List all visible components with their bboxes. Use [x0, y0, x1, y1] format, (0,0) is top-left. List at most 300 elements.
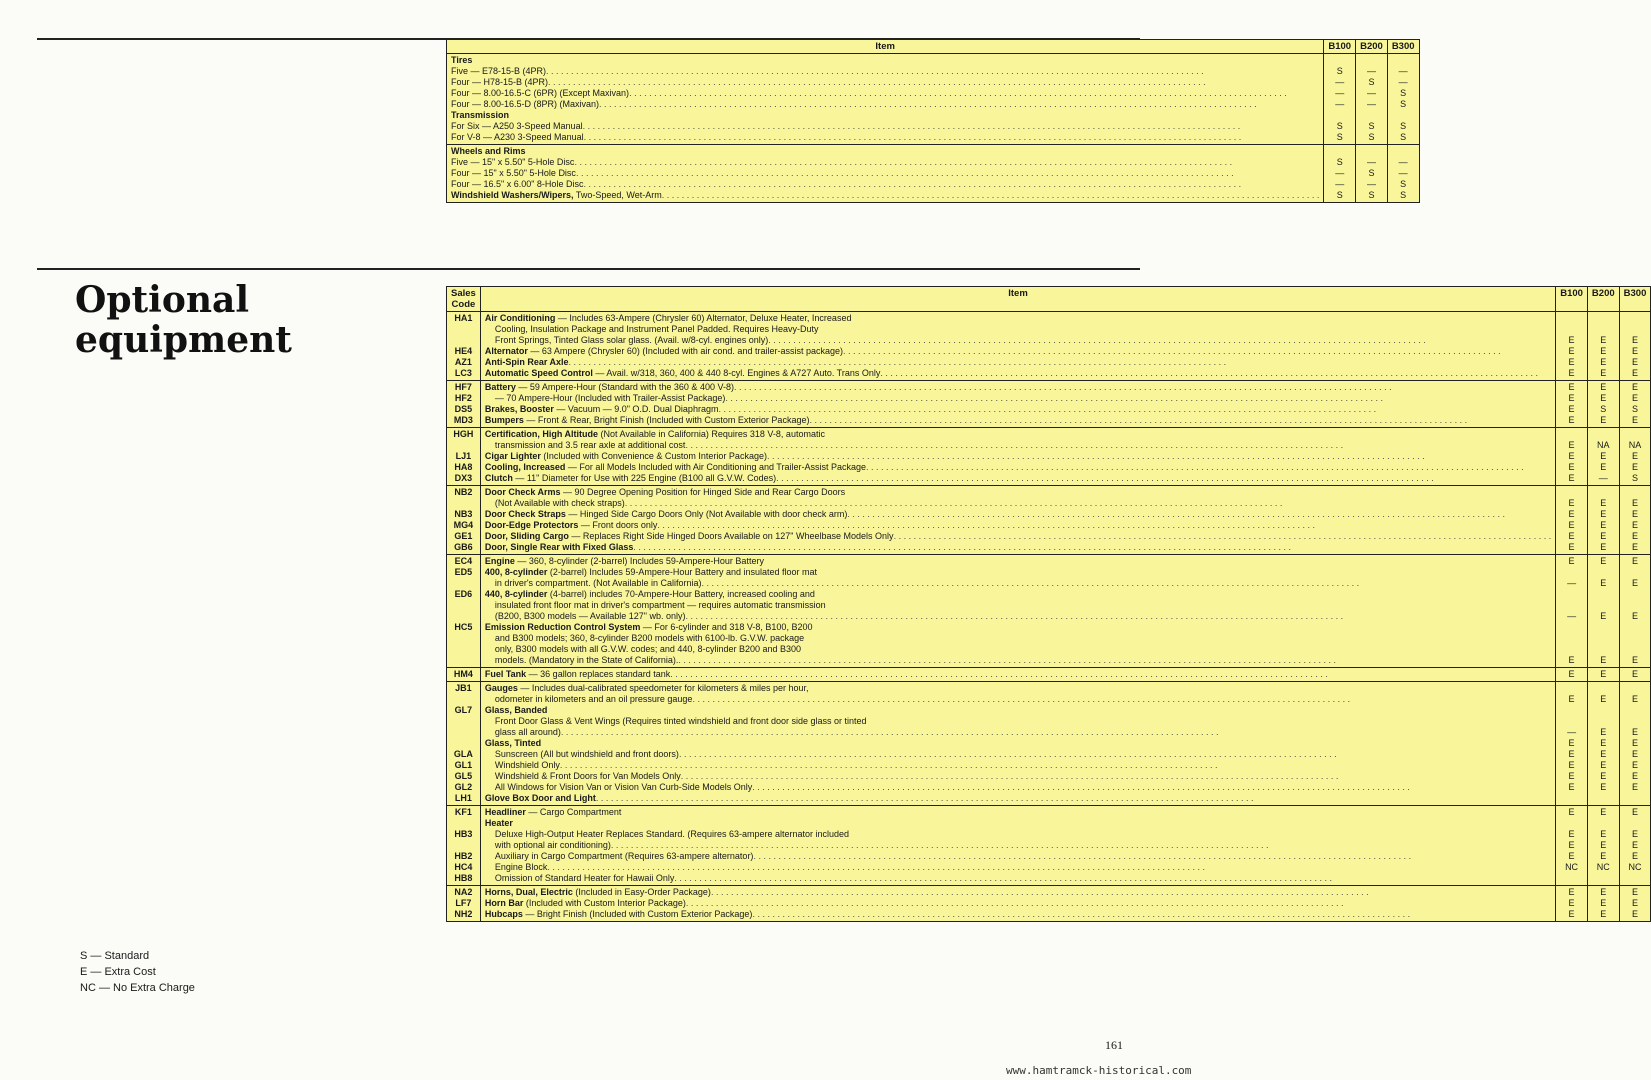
item-text [485, 542, 634, 553]
value: E [1600, 556, 1607, 566]
item-text [485, 862, 548, 873]
item-line [485, 862, 1551, 873]
item-desc: For V-8 — A230 3-Speed Manual [451, 132, 584, 142]
item-text [485, 429, 825, 440]
value: E [1600, 771, 1607, 781]
value: — [1366, 66, 1376, 76]
sales-code [451, 818, 476, 829]
b200-cell [1587, 682, 1619, 806]
item-desc: insulated front floor mat in driver's compartment — requires automatic transmission [494, 600, 826, 610]
item-text [451, 179, 583, 190]
item-desc: — Front doors only [578, 520, 658, 530]
value [1624, 324, 1647, 335]
leader-dots [767, 451, 1551, 462]
sales-code: GL7 [454, 705, 473, 715]
value: E [1568, 655, 1575, 665]
leader-dots [611, 840, 1551, 851]
item-desc: Four — 15" x 5.50" 5-Hole Disc [451, 168, 576, 178]
sales-code: HF7 [454, 382, 472, 392]
value: E [1631, 509, 1638, 519]
value: E [1631, 669, 1638, 679]
value: E [1631, 368, 1638, 378]
item-desc: Four — 8.00-16.5-C (6PR) (Except Maxivan) [451, 88, 630, 98]
value: E [1600, 655, 1607, 665]
sales-code [451, 644, 476, 655]
value [1592, 644, 1615, 655]
b300-header: B300 [1619, 287, 1651, 312]
item-text [485, 313, 852, 324]
b100-cell [1556, 381, 1588, 428]
value: E [1631, 749, 1638, 759]
value [1624, 705, 1647, 716]
item-name: Cigar Lighter [484, 451, 541, 461]
item-line [485, 578, 1551, 589]
item-line [485, 498, 1551, 509]
b100-cell [1556, 428, 1588, 486]
value: E [1600, 694, 1607, 704]
page-number: 161 [1105, 1038, 1123, 1052]
b100-cell [1324, 54, 1356, 145]
sales-code-header: Sales Code [447, 287, 481, 312]
table-row [447, 486, 1651, 555]
value: E [1600, 531, 1607, 541]
sales-code [451, 578, 476, 589]
value [1560, 567, 1583, 578]
value: E [1568, 851, 1575, 861]
item-name: Glass, Banded [484, 705, 548, 715]
item-line [485, 909, 1551, 920]
value: NC [1628, 862, 1642, 872]
value: E [1600, 393, 1607, 403]
sales-code: LJ1 [455, 451, 472, 461]
item-name: Certification, High Altitude [484, 429, 598, 439]
value: E [1631, 655, 1638, 665]
sales-code-cell [447, 555, 481, 668]
sales-code: MD3 [453, 415, 473, 425]
value: S [1400, 88, 1407, 98]
item-line [485, 840, 1551, 851]
value [1624, 589, 1647, 600]
item-desc: (2-barrel) Includes 59-Ampere-Hour Battery and insulated floor mat [547, 567, 817, 577]
item-text [485, 487, 845, 498]
value: S [1631, 404, 1638, 414]
value [1560, 818, 1583, 829]
item-name: Clutch [484, 473, 513, 483]
item-desc: — 70 Ampere-Hour (Included with Trailer-Assist Package) [494, 393, 726, 403]
item-desc: — Front & Rear, Bright Finish (Included with Custom Exterior Package) [523, 415, 810, 425]
item-name: Alternator [484, 346, 528, 356]
value: — [1598, 473, 1608, 483]
value: E [1600, 738, 1607, 748]
value [1624, 716, 1647, 727]
leader-dots [633, 542, 1551, 553]
item-desc: — For all Models Included with Air Conditioning and Trailer-Assist Package [565, 462, 866, 472]
sales-code [451, 600, 476, 611]
item-desc: — 11" Diameter for Use with 225 Engine (B100 all G.V.W. Codes) [512, 473, 777, 483]
item-line [485, 415, 1551, 426]
item-line [485, 368, 1551, 379]
item-desc: Five — 15" x 5.50" 5-Hole Disc [451, 157, 575, 167]
sales-code: HGH [453, 429, 474, 439]
item-text [485, 909, 753, 920]
item-line [485, 462, 1551, 473]
leader-dots [576, 168, 1319, 179]
leader-dots [686, 898, 1551, 909]
item-desc: Windshield Only [494, 760, 560, 770]
item-desc: (Not Available with check straps) [494, 498, 625, 508]
leader-dots [569, 357, 1552, 368]
value [1560, 705, 1583, 716]
item-line [485, 898, 1551, 909]
item-name: Horn Bar [484, 898, 524, 908]
value [1624, 818, 1647, 829]
item-desc: glass all around) [494, 727, 561, 737]
value: — [1398, 66, 1408, 76]
item-name: Brakes, Booster [484, 404, 554, 414]
value [1624, 683, 1647, 694]
item-cell [447, 54, 1324, 145]
value: E [1600, 840, 1607, 850]
value [1560, 487, 1583, 498]
leader-dots [711, 887, 1551, 898]
value: E [1568, 760, 1575, 770]
b300-cell [1619, 381, 1651, 428]
value [1624, 600, 1647, 611]
item-desc: Transmission [451, 110, 510, 120]
value: E [1631, 738, 1638, 748]
value: — [1567, 611, 1577, 621]
value: E [1600, 415, 1607, 425]
sales-code-cell [447, 312, 481, 381]
sales-code: KF1 [454, 807, 472, 817]
value: S [1336, 132, 1343, 142]
value: E [1600, 611, 1607, 621]
item-text [485, 705, 548, 716]
value: E [1568, 357, 1575, 367]
leader-dots [625, 498, 1551, 509]
sales-code [451, 324, 476, 335]
item-name: Door, Single Rear with Fixed Glass [484, 542, 634, 552]
value: — [1398, 157, 1408, 167]
item-cell [480, 312, 1555, 381]
sales-code: HA1 [454, 313, 473, 323]
section-heading [451, 55, 1319, 66]
item-text [485, 346, 843, 357]
item-name: Emission Reduction Control System [484, 622, 641, 632]
sales-code: NH2 [454, 909, 473, 919]
value: E [1600, 727, 1607, 737]
value: E [1600, 887, 1607, 897]
value: E [1568, 898, 1575, 908]
legend-extra-cost: E — Extra Cost [80, 966, 156, 978]
value [1360, 110, 1383, 121]
leader-dots [701, 578, 1551, 589]
item-desc: — Includes 63-Ampere (Chrysler 60) Alternator, Deluxe Heater, Increased [555, 313, 852, 323]
item-line [485, 600, 1551, 611]
value: E [1600, 335, 1607, 345]
value: E [1631, 727, 1638, 737]
value [1592, 600, 1615, 611]
sales-code: NB2 [454, 487, 473, 497]
item-text [485, 683, 809, 694]
item-line [485, 669, 1551, 680]
value: S [1336, 121, 1343, 131]
item-desc: only, B300 models with all G.V.W. codes; and 440, 8-cylinder B200 and B300 [494, 644, 802, 654]
sales-code: HC5 [454, 622, 473, 632]
b200-cell [1587, 312, 1619, 381]
leader-dots [546, 66, 1319, 77]
item-line [485, 760, 1551, 771]
item-text [451, 77, 548, 88]
value: E [1631, 840, 1638, 850]
sales-code: AZ1 [454, 357, 472, 367]
item-name: Door, Sliding Cargo [484, 531, 569, 541]
item-text [485, 556, 764, 567]
sales-code: GB6 [454, 542, 473, 552]
item-text [485, 498, 625, 509]
table-row [447, 806, 1651, 886]
optional-equipment-table [446, 286, 1651, 922]
item-line [485, 829, 1551, 840]
value: E [1568, 829, 1575, 839]
value: E [1631, 556, 1638, 566]
item-desc: — Replaces Right Side Hinged Doors Available on 127" Wheelbase Models Only [568, 531, 894, 541]
item-text [485, 589, 815, 600]
value [1328, 146, 1351, 157]
item-desc: Deluxe High-Output Heater Replaces Standard. (Requires 63-ampere alternator included [494, 829, 850, 839]
value: — [1335, 88, 1345, 98]
item-text [485, 462, 866, 473]
item-name: Bumpers [484, 415, 524, 425]
item-line [451, 179, 1319, 190]
heading-line-2: equipment [75, 319, 292, 361]
standard-equipment-table [446, 39, 1420, 203]
item-desc: (Included in Easy-Order Package) [572, 887, 711, 897]
value: E [1568, 473, 1575, 483]
b300-cell [1619, 555, 1651, 668]
value: E [1600, 520, 1607, 530]
value: — [1335, 168, 1345, 178]
b300-cell [1619, 806, 1651, 886]
value: E [1568, 909, 1575, 919]
item-text [451, 99, 599, 110]
item-text [451, 168, 576, 179]
item-name: Horns, Dual, Electric [484, 887, 573, 897]
item-text [451, 110, 509, 121]
item-desc: — For 6-cylinder and 318 V-8, B100, B200 [640, 622, 813, 632]
value: E [1631, 782, 1638, 792]
item-line [485, 531, 1551, 542]
value: E [1631, 542, 1638, 552]
value: S [1336, 190, 1343, 200]
value: E [1631, 578, 1638, 588]
item-text [485, 829, 849, 840]
item-desc: Four — 16.5" x 6.00" 8-Hole Disc [451, 179, 584, 189]
item-cell [480, 555, 1555, 668]
item-text [485, 760, 560, 771]
value: S [1368, 77, 1375, 87]
item-line [485, 440, 1551, 451]
sales-code-cell [447, 428, 481, 486]
item-line [451, 132, 1319, 143]
item-line [485, 771, 1551, 782]
value: E [1631, 451, 1638, 461]
value: E [1631, 909, 1638, 919]
item-desc: — 36 gallon replaces standard tank [526, 669, 671, 679]
item-line [485, 487, 1551, 498]
b100-header: B100 [1556, 287, 1588, 312]
item-name: 440, 8-cylinder [484, 589, 548, 599]
item-desc: Front Door Glass & Vent Wings (Requires tinted windshield and front door side glass or tinted [494, 716, 867, 726]
item-desc: — Bright Finish (Included with Custom Exterior Package) [522, 909, 753, 919]
sales-code: MG4 [453, 520, 474, 530]
value: E [1568, 462, 1575, 472]
b300-cell [1387, 54, 1419, 145]
sales-code: HF2 [454, 393, 472, 403]
value [1560, 644, 1583, 655]
value: E [1568, 738, 1575, 748]
item-line [485, 622, 1551, 633]
item-line [485, 887, 1551, 898]
sales-code-cell [447, 682, 481, 806]
item-cell [447, 145, 1324, 203]
sales-code: GE1 [454, 531, 473, 541]
item-line [451, 66, 1319, 77]
value: E [1631, 415, 1638, 425]
item-line [485, 782, 1551, 793]
table-row [447, 145, 1420, 203]
item-desc: Cooling, Insulation Package and Instrument Panel Padded. Requires Heavy-Duty [494, 324, 819, 334]
value: E [1568, 556, 1575, 566]
sales-code-cell [447, 886, 481, 922]
item-line [485, 694, 1551, 705]
value: E [1568, 346, 1575, 356]
leader-dots [583, 179, 1319, 190]
value: E [1568, 498, 1575, 508]
value [1624, 487, 1647, 498]
value [1560, 683, 1583, 694]
item-line [485, 520, 1551, 531]
value: E [1600, 357, 1607, 367]
leader-dots [657, 520, 1551, 531]
item-line [485, 793, 1551, 804]
value: — [1398, 77, 1408, 87]
table-row [447, 381, 1651, 428]
value: E [1631, 393, 1638, 403]
sales-code: HB3 [454, 829, 473, 839]
b300-cell [1619, 428, 1651, 486]
sales-code: EC4 [454, 556, 473, 566]
value: E [1568, 840, 1575, 850]
item-line [485, 451, 1551, 462]
item-text [485, 611, 686, 622]
item-cell [480, 428, 1555, 486]
leader-dots [685, 440, 1551, 451]
item-text [485, 324, 819, 335]
b300-cell [1619, 886, 1651, 922]
value: E [1600, 829, 1607, 839]
item-text [485, 578, 702, 589]
item-line [485, 716, 1551, 727]
item-line [451, 88, 1319, 99]
value: S [1400, 190, 1407, 200]
item-text [485, 669, 670, 680]
b200-header: B200 [1587, 287, 1619, 312]
value: E [1568, 451, 1575, 461]
item-text [485, 738, 541, 749]
value: E [1600, 346, 1607, 356]
leader-dots [678, 655, 1551, 666]
item-text [485, 655, 679, 666]
value [1592, 633, 1615, 644]
value: E [1631, 520, 1638, 530]
value: E [1568, 749, 1575, 759]
item-desc: Four — H78-15-B (4PR) [451, 77, 549, 87]
item-desc: (Not Available in California) Requires 318 V-8, automatic [598, 429, 825, 439]
item-text [485, 793, 596, 804]
b100-cell [1556, 486, 1588, 555]
item-text [485, 851, 754, 862]
item-bold-text: Windshield Washers/Wipers, [451, 190, 574, 200]
item-text [485, 509, 848, 520]
item-name: Heater [484, 818, 513, 828]
leader-dots [734, 382, 1551, 393]
leader-dots [847, 509, 1551, 520]
item-desc: Front Springs, Tinted Glass solar glass. (Avail. w/8-cyl. engines only) [494, 335, 769, 345]
b200-cell [1587, 555, 1619, 668]
value: E [1568, 771, 1575, 781]
item-line [485, 382, 1551, 393]
leader-dots [685, 611, 1551, 622]
item-line [485, 807, 1551, 818]
item-text [485, 873, 675, 884]
value [1624, 633, 1647, 644]
value: S [1400, 179, 1407, 189]
sales-code: GL5 [454, 771, 473, 781]
item-desc: — Cargo Compartment [525, 807, 622, 817]
item-name: Door Check Arms [484, 487, 561, 497]
item-line [485, 749, 1551, 760]
value: E [1600, 542, 1607, 552]
item-text [485, 716, 867, 727]
value: E [1631, 760, 1638, 770]
b100-cell [1556, 668, 1588, 682]
item-text [485, 727, 561, 738]
sales-code: NA2 [454, 887, 473, 897]
item-text [485, 393, 726, 404]
sales-code: HE4 [454, 346, 473, 356]
leader-dots [725, 393, 1551, 404]
item-line [485, 357, 1551, 368]
b200-cell [1356, 54, 1388, 145]
item-line [485, 738, 1551, 749]
leader-dots [670, 669, 1551, 680]
value: — [1567, 578, 1577, 588]
value [1624, 644, 1647, 655]
b100-cell [1556, 555, 1588, 668]
leader-dots [752, 782, 1551, 793]
item-text [485, 520, 658, 531]
value: E [1631, 611, 1638, 621]
leader-dots [880, 368, 1551, 379]
value: NC [1596, 862, 1610, 872]
value: E [1600, 749, 1607, 759]
table-row [447, 312, 1651, 381]
item-name: Fuel Tank [484, 669, 527, 679]
leader-dots [599, 99, 1319, 110]
section-heading [451, 110, 1319, 121]
leader-dots [574, 157, 1319, 168]
